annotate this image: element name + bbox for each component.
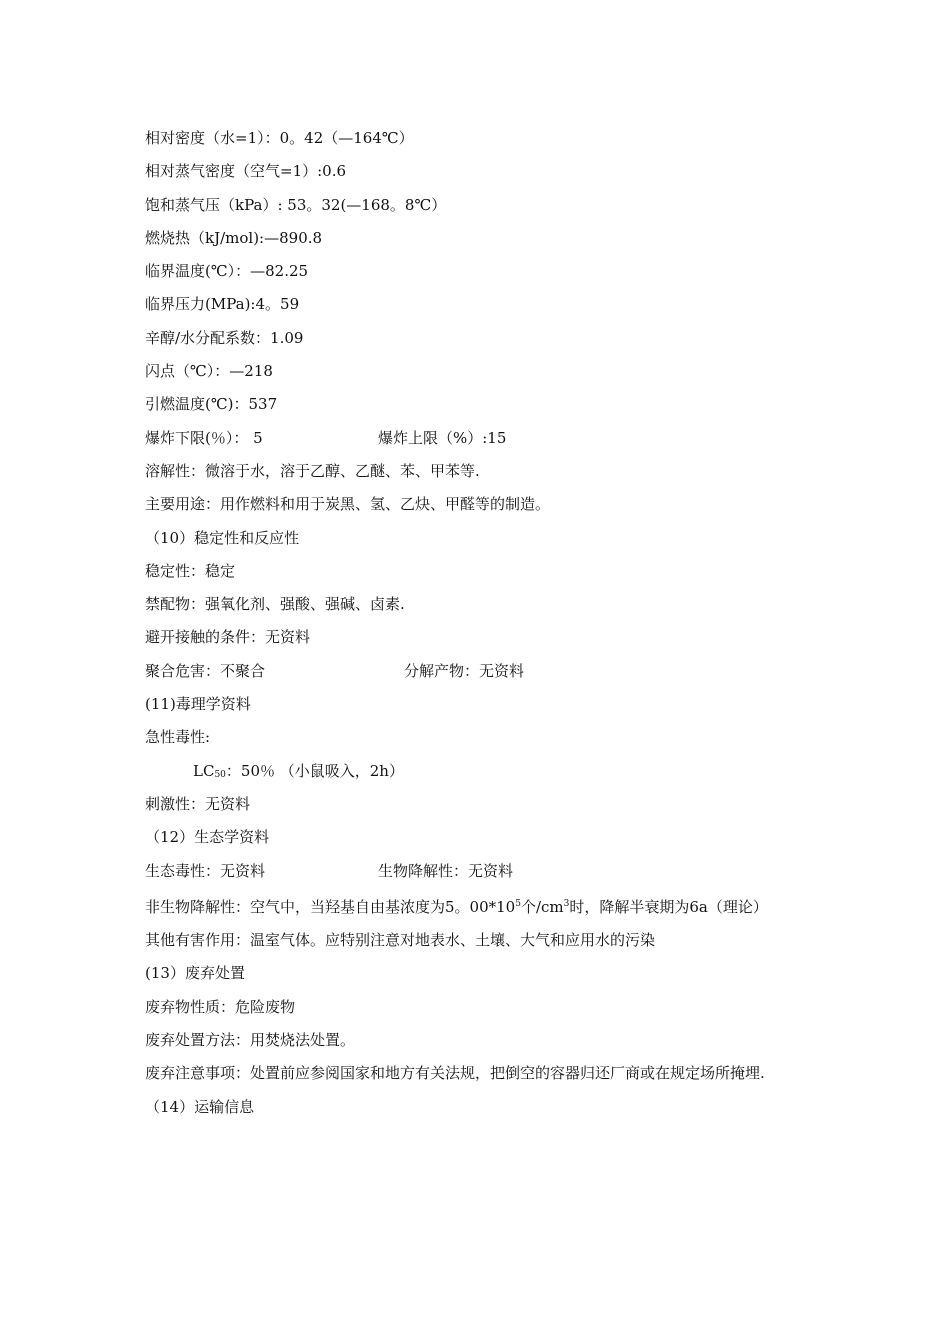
decomposition-products: 分解产物：无资料 [404, 661, 525, 680]
acute-toxicity: 急性毒性: [145, 728, 211, 747]
relative-density-water: 相对密度（水=1）：0。42（—164℃） [145, 129, 414, 147]
biodegradability: 生物降解性：无资料 [378, 861, 514, 880]
eco-toxicity: 生态毒性：无资料 [145, 861, 266, 880]
nonbio-text-3: 时，降解半衰期为6a（理论） [569, 897, 768, 916]
stability: 稳定性：稳定 [145, 561, 236, 580]
lc50-detail: ：50％ （小鼠吸入，2h） [225, 761, 404, 780]
nonbio-superscript-2: 3 [563, 898, 570, 909]
octanol-water-coefficient: 辛醇/水分配系数：1.09 [145, 328, 304, 347]
lc50-value [145, 755, 825, 788]
solubility: 溶解性：微溶于水，溶于乙醇、乙醚、苯、甲苯等. [145, 461, 480, 480]
explosion-limits-row [145, 422, 825, 455]
lc50-prefix: LC [193, 761, 215, 780]
explosion-lower-limit: 爆炸下限(％）： 5 [145, 428, 263, 447]
conditions-to-avoid: 避开接触的条件：无资料 [145, 628, 311, 647]
document-page [145, 122, 825, 1124]
waste-disposal-method: 废弃处置方法：用焚烧法处置。 [145, 1031, 356, 1050]
relative-vapor-density: 相对蒸气密度（空气=1）:0.6 [145, 162, 347, 181]
nonbio-text-2: 个/cm [520, 897, 564, 916]
critical-pressure: 临界压力(MPa):4。59 [145, 295, 300, 314]
ignition-temperature: 引燃温度(℃)：537 [145, 395, 278, 414]
lc50-subscript: 50 [214, 769, 226, 780]
section-14-heading: （14）运输信息 [145, 1097, 255, 1116]
section-13-heading: (13）废弃处置 [145, 964, 245, 983]
saturated-vapor-pressure: 饱和蒸气压（kPa）: 53。32(—168。8℃） [145, 195, 447, 214]
eco-row [145, 855, 825, 888]
non-biodegradability [145, 888, 825, 924]
incompatible-materials: 禁配物：强氧化剂、强酸、强碱、卤素. [145, 595, 405, 614]
section-11-heading: (11)毒理学资料 [145, 695, 251, 714]
polymerization-hazard: 聚合危害：不聚合 [145, 661, 266, 680]
nonbio-text-1: 非生物降解性：空气中，当羟基自由基浓度为5。00*10 [145, 897, 516, 916]
irritation: 刺激性：无资料 [145, 794, 251, 813]
polymerization-row [145, 655, 825, 688]
section-12-heading: （12）生态学资料 [145, 828, 270, 847]
main-use: 主要用途：用作燃料和用于炭黑、氢、乙炔、甲醛等的制造。 [145, 495, 551, 514]
other-harmful-effects: 其他有害作用：温室气体。应特别注意对地表水、土壤、大气和应用水的污染 [145, 931, 656, 950]
flash-point: 闪点（℃）：—218 [145, 362, 273, 381]
combustion-heat: 燃烧热（kJ/mol):—890.8 [145, 228, 323, 247]
critical-temperature: 临界温度(℃）：—82.25 [145, 262, 309, 281]
section-10-heading: （10）稳定性和反应性 [145, 528, 300, 547]
waste-disposal-notes: 废弃注意事项：处置前应参阅国家和地方有关法规，把倒空的容器归还厂商或在规定场所掩埋. [145, 1064, 765, 1083]
nonbio-superscript-1: 5 [515, 898, 521, 909]
explosion-upper-limit: 爆炸上限（%）:15 [378, 428, 507, 447]
waste-nature: 废弃物性质：危险废物 [145, 997, 296, 1016]
